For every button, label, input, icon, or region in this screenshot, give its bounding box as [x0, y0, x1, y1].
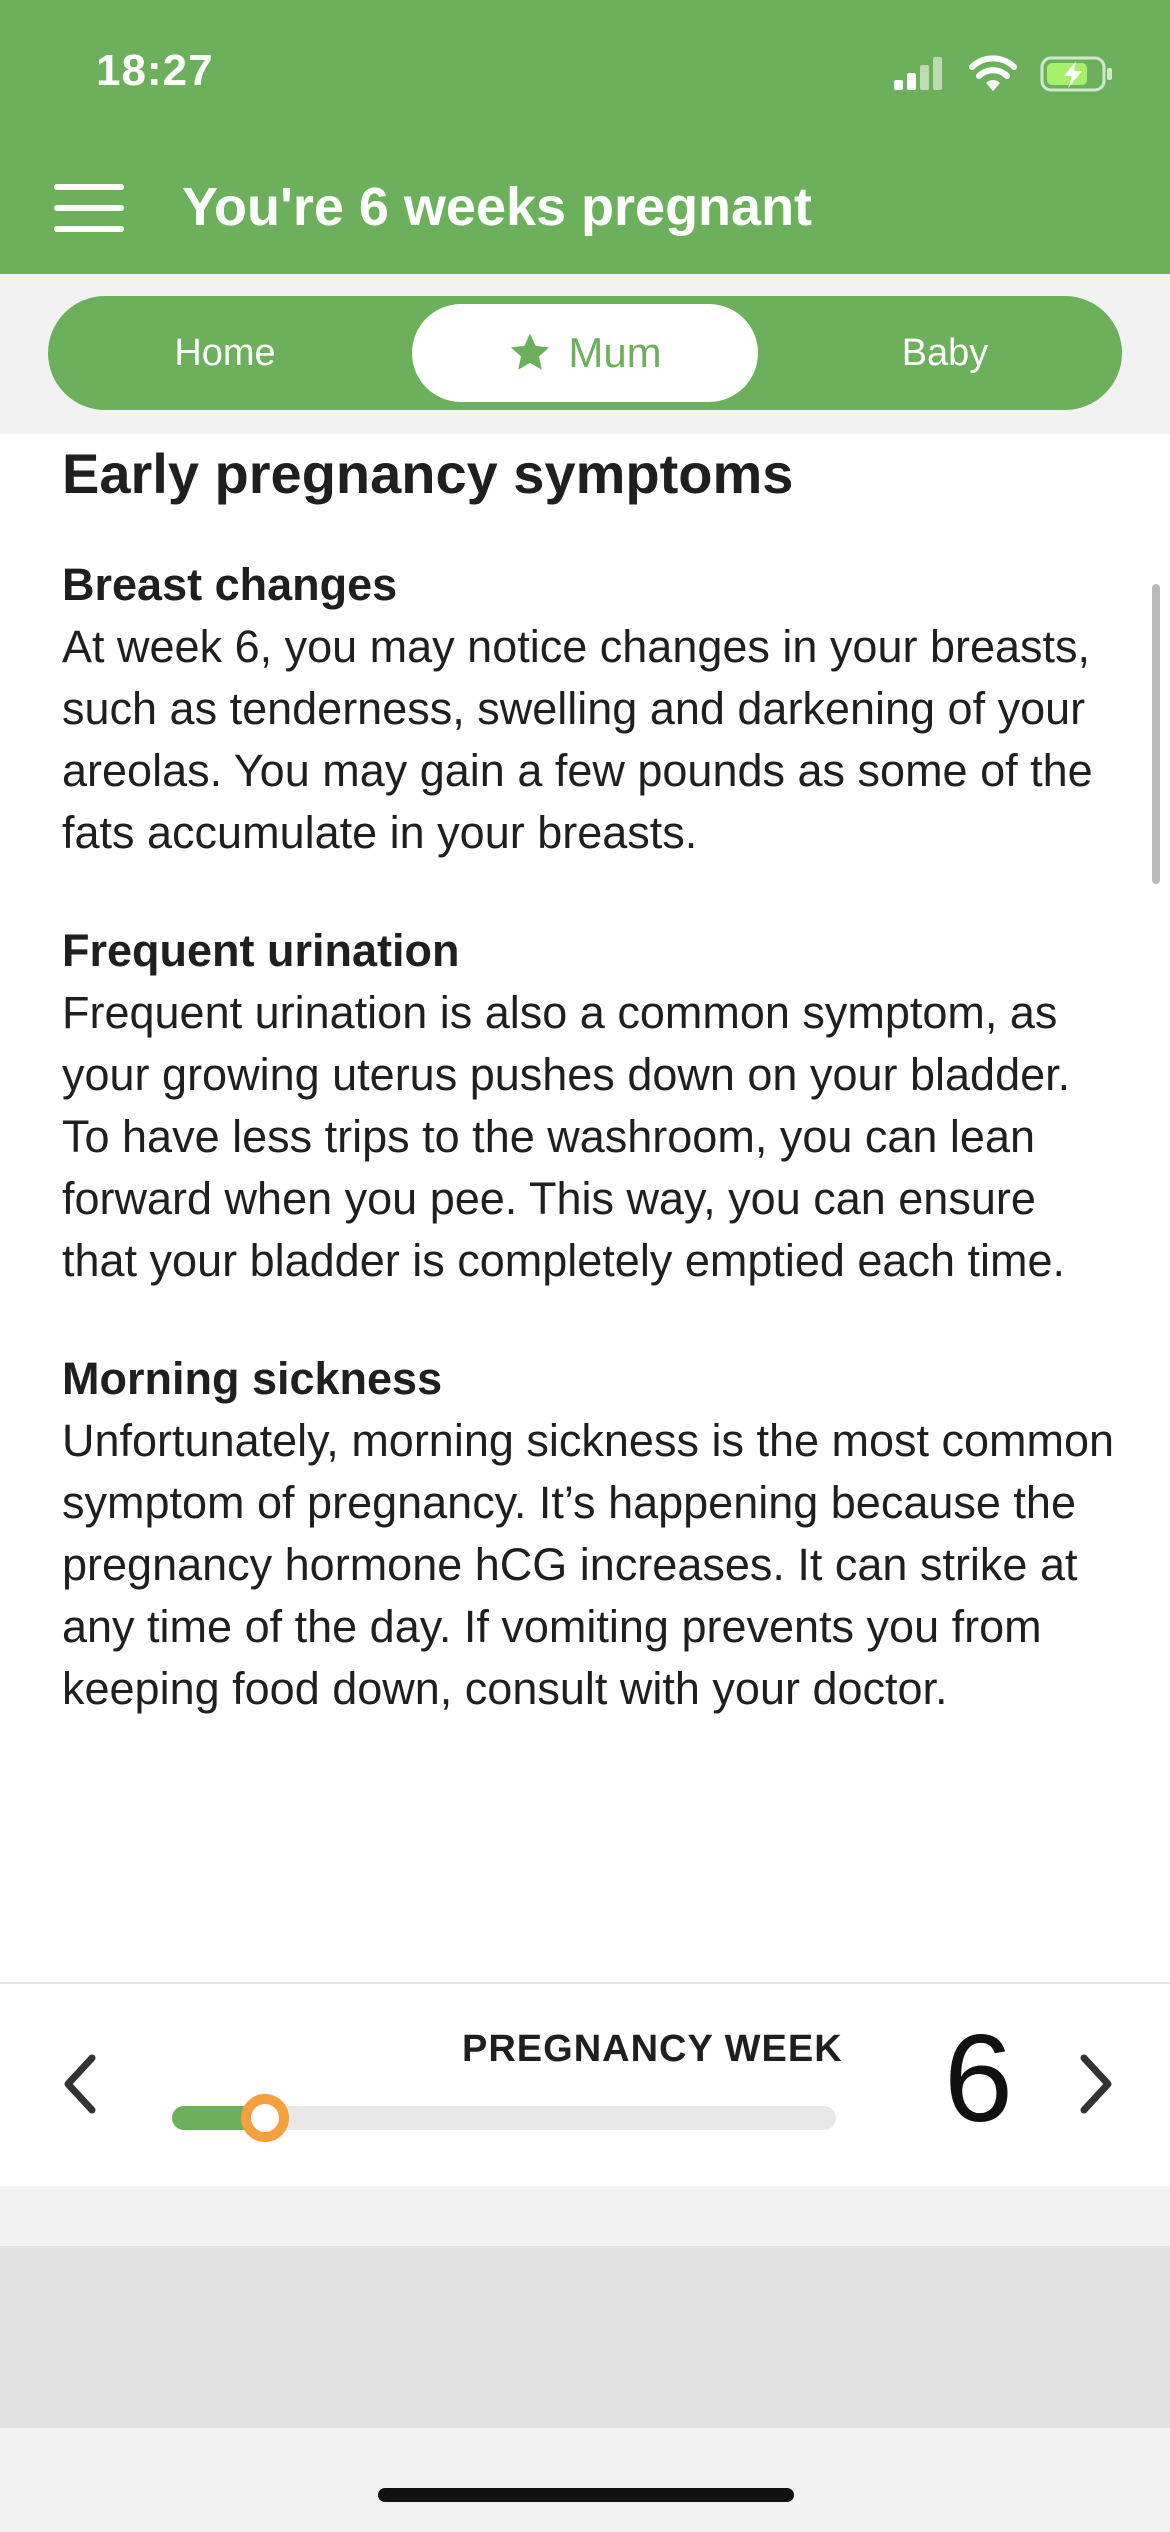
section-body: Frequent urination is also a common symptom, as your growing uterus pushes down on your bladder. To have less trips to the washroom, you can lean forward when you pee. This way, you can ensure that your bladder is completely emptied each time.	[62, 987, 1071, 1286]
article-body	[62, 434, 1122, 1720]
home-indicator[interactable]	[378, 2488, 794, 2502]
tab-home-label: Home	[174, 331, 276, 374]
tab-home[interactable]	[48, 296, 402, 410]
symptom-section	[62, 554, 1122, 864]
article-content[interactable]	[0, 434, 1170, 1982]
section-body: Unfortunately, morning sickness is the most common symptom of pregnancy. It’s happening because the pregnancy hormone hCG increases. It can strike at any time of the day. If vomiting prevents you from keeping food down, consult with your doctor.	[62, 1415, 1115, 1714]
chevron-left-icon[interactable]	[50, 2044, 110, 2124]
status-bar	[0, 0, 1170, 140]
section-title: Morning sickness	[62, 1353, 443, 1404]
status-time: 18:27	[96, 46, 214, 95]
scrollbar[interactable]	[1152, 584, 1160, 884]
symptom-section	[62, 1348, 1122, 1720]
week-label: PREGNANCY WEEK	[462, 2028, 843, 2070]
hamburger-menu-icon[interactable]	[54, 182, 126, 234]
article-heading: Early pregnancy symptoms	[62, 442, 794, 505]
home-indicator-area	[0, 2428, 1170, 2532]
tab-bar-container	[0, 274, 1170, 434]
tab-baby[interactable]	[768, 296, 1122, 410]
week-slider-thumb[interactable]	[241, 2094, 289, 2142]
page-title: You're 6 weeks pregnant	[182, 177, 813, 237]
section-body: At week 6, you may notice changes in your breasts, such as tenderness, swelling and darkening of your areolas. You may gain a few pounds as some of the fats accumulate in your breasts.	[62, 621, 1093, 858]
signal-icon	[892, 56, 946, 92]
week-slider[interactable]	[172, 2106, 836, 2130]
tab-mum-label: Mum	[568, 329, 662, 376]
segmented-tabs	[48, 296, 1122, 410]
tab-baby-label: Baby	[901, 331, 989, 374]
wifi-icon	[968, 55, 1018, 93]
symptom-section	[62, 920, 1122, 1292]
status-icons	[892, 52, 1114, 96]
app-header	[0, 140, 1170, 274]
pregnancy-week-panel	[0, 1982, 1170, 2186]
battery-charging-icon	[1040, 55, 1114, 93]
section-title: Frequent urination	[62, 925, 460, 976]
tab-mum[interactable]	[412, 304, 758, 402]
week-number: 6	[944, 2010, 1013, 2148]
chevron-right-icon[interactable]	[1066, 2044, 1126, 2124]
section-title: Breast changes	[62, 559, 398, 610]
spacer	[0, 2186, 1170, 2246]
banner-area	[0, 2246, 1170, 2428]
star-icon	[508, 332, 552, 374]
